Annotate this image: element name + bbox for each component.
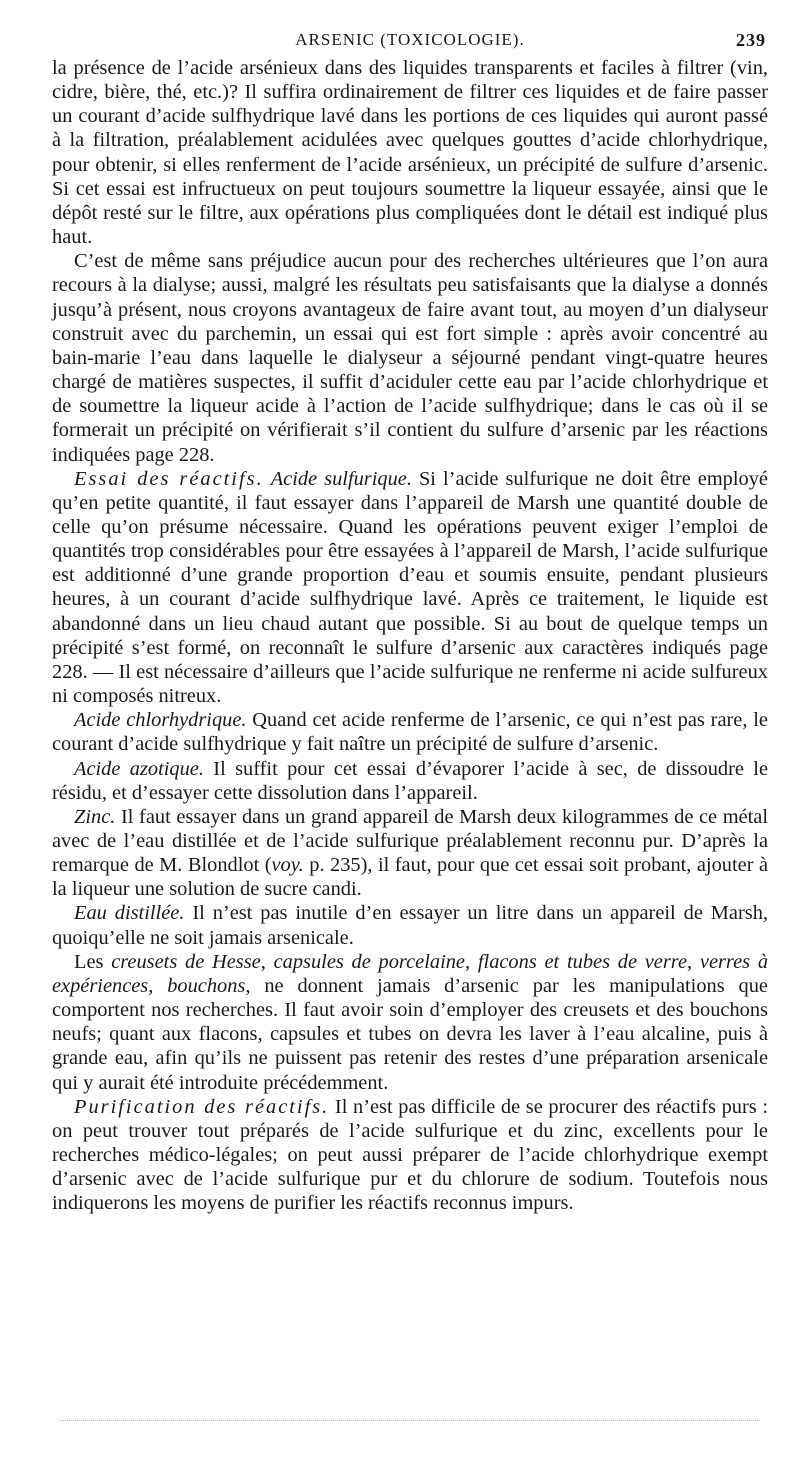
section-heading-essai: Essai des réactifs. — [74, 467, 264, 490]
paragraph-6-text-a: Il faut essayer dans un grand appareil de Marsh deux kilogrammes de ce métal avec de l’eau distillée et de l’acide sulfurique préalablement reconnu pur. D’après la remarque de M. Blondlot ( — [52, 805, 768, 877]
running-head — [52, 26, 768, 56]
paragraph-2: C’est de même sans préjudice aucun pour des recherches ultérieures que l’on aura recours à la dialyse; aussi, malgré les résultats peu satisfaisants que la dialyse a donnés jusqu’à présent, nous croyons avantageux de faire avant tout, au moyen d’un dialyseur construit avec du parchemin, un essai qui est fort simple : après avoir concentré au bain-marie l’eau dans laquelle le dialyseur a séjourné pendant vingt-quatre heures chargé de matières suspectes, il suffit d’aciduler cette eau par l’acide chlorhydrique et de soumettre la liqueur acide à l’action de l’acide sulfhydrique; dans le cas où il se formerait un précipité on vérifierait s’il contient du sulfure d’arsenic par les réactions indiquées page 228. — [52, 250, 768, 466]
paragraph-1: la présence de l’acide arsénieux dans des liquides transparents et faciles à filtrer (vin, cidre, bière, thé, etc.)? Il suffira ordinairement de filtrer ces liquides et de faire passer un courant d’acide sulfhydrique lavé dans les portions de ces liquides qui auront passé à la filtration, préalablement acidulées avec quelques gouttes d’acide chlorhydrique, pour obtenir, si elles renferment de l’acide arsénieux, un précipité de sulfure d’arsenic. Si cet essai est infructueux on peut toujours soumettre la liqueur essayée, ainsi que le dépôt resté sur le filtre, aux opérations plus compliquées dont le détail est indiqué plus haut. — [52, 57, 768, 249]
term-verres: verres à expériences — [52, 950, 769, 997]
section-heading-purification: Purification des réactifs. — [74, 1095, 330, 1118]
text-segment: , — [260, 950, 274, 973]
book-page — [52, 26, 768, 1216]
page-number: 239 — [736, 30, 766, 50]
term-flacons: flacons et tubes de verre — [477, 950, 688, 973]
subheading-acide-azotique: Acide azotique. — [74, 757, 204, 780]
term-bouchons: bouchons — [167, 974, 246, 997]
paragraph-3-text: Si l’acide sulfurique ne doit être employé qu’en petite quantité, il faut essayer dans l’appareil de Marsh une quantité double de celle qu’on présume nécessaire. Quand les opérations peuvent exiger l’emploi de quantités trop considérables pour être essayées à l’appareil de Marsh, l’acide sulfurique est additionné d’une grande proportion d’eau et soumis ensuite, pendant plusieurs heures, à un courant d’acide sulfhydrique lavé. Après ce traitement, le liquide est abandonné dans un lieu chaud autant que possible. Si au bout de quelque temps un précipité s’est formé, on reconnaît le sulfure d’arsenic aux caractères indiqués page 228. — Il est nécessaire d’ailleurs que l’acide sulfurique ne renferme ni acide sulfureux ni composés nitreux. — [52, 467, 768, 708]
subheading-zinc: Zinc. — [74, 805, 116, 828]
paragraph-acide-chlorhydrique — [52, 708, 768, 756]
text-segment: , — [148, 974, 168, 997]
paragraph-5-text: Il suffit pour cet essai d’évaporer l’acide à sec, de dissoudre le résidu, et d’essayer cette dissolution dans l’appareil. — [52, 757, 768, 804]
text-segment: , — [687, 950, 700, 973]
paragraph-essai-reactifs — [52, 467, 768, 709]
paragraph-9-text: Il n’est pas difficile de se procurer des réactifs purs : on peut trouver tout préparés de l’acide sulfurique et du zinc, excellents pour le recherches médico-légales; on peut aussi préparer de l’acide chlorhydrique exempt d’arsenic avec de l’acide sulfurique pur et du chlorure de sodium. Toutefois nous indiquerons les moyens de purifier les réactifs reconnus impurs. — [52, 1095, 769, 1215]
page-bottom-rule — [60, 1420, 760, 1421]
paragraph-7-text: Il n’est pas inutile d’en essayer un litre dans un appareil de Marsh, quoiqu’elle ne soit jamais arsenicale. — [52, 902, 768, 949]
text-segment: , — [465, 950, 478, 973]
term-creusets: creusets de Hesse — [111, 950, 261, 973]
paragraph-eau-distillee — [52, 901, 768, 949]
subheading-eau-distillee: Eau distillée. — [74, 902, 185, 925]
term-capsules: capsules de porcelaine — [273, 950, 465, 973]
text-segment: , ne donnent jamais d’arsenic par les manipulations que comportent nos recherches. Il faut avoir soin d’employer des creusets et des bouchons neufs; quant aux flacons, capsules et tubes on devra les laver à l’eau alcaline, puis à grande eau, afin qu’ils ne puissent pas retenir des restes d’une préparation arsenicale qui y aurait été introduite précédemment. — [52, 974, 768, 1094]
paragraph-acide-azotique — [52, 757, 768, 805]
paragraph-zinc — [52, 805, 768, 902]
paragraph-4-text: Quand cet acide renferme de l’arsenic, ce qui n’est pas rare, le courant d’acide sulfhydrique y fait naître un précipité de sulfure d’arsenic. — [52, 709, 768, 756]
paragraph-purification — [52, 1095, 768, 1216]
paragraph-creusets — [52, 950, 768, 1095]
text-segment: Les — [74, 950, 112, 973]
paragraph-6-text-b: p. 235), il faut, pour que cet essai soit probant, ajouter à la liqueur une solution de sucre candi. — [52, 854, 769, 901]
running-title: ARSENIC (TOXICOLOGIE). — [295, 30, 525, 49]
subheading-acide-chlorhydrique: Acide chlorhydrique. — [74, 709, 247, 732]
voy-abbrev: voy. — [271, 854, 304, 877]
subheading-acide-sulfurique: Acide sulfurique. — [270, 467, 412, 490]
page-body — [52, 56, 768, 1216]
